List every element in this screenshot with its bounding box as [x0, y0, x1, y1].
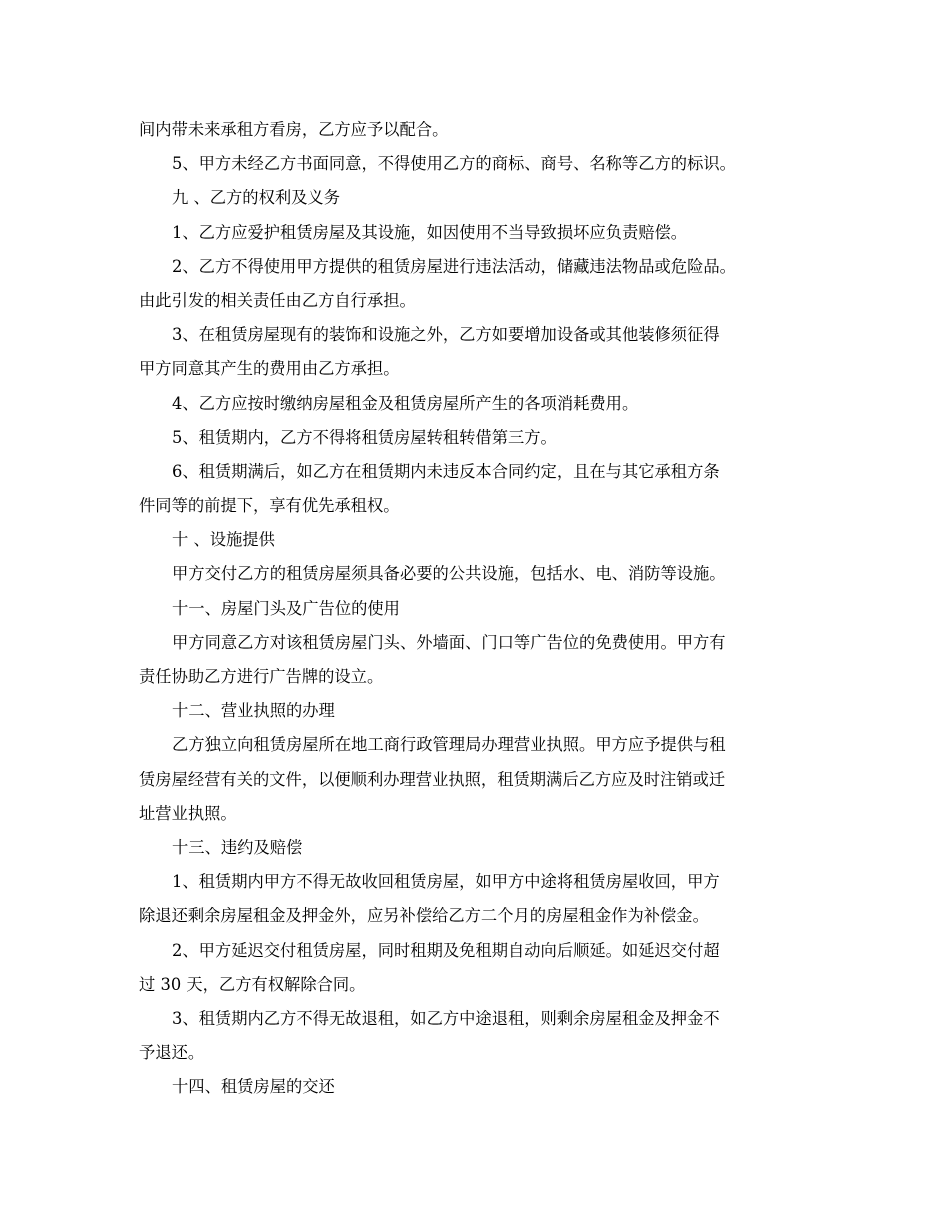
text-line: 过 30 天，乙方有权解除合同。 — [139, 974, 366, 994]
section-heading: 九 、乙方的权利及义务 — [172, 188, 340, 208]
text-line: 3、在租赁房屋现有的装饰和设施之外，乙方如要增加设备或其他装修须征得 — [172, 325, 720, 345]
text-line: 件同等的前提下，享有优先承租权。 — [139, 496, 400, 516]
section-heading: 十 、设施提供 — [172, 530, 275, 550]
text-line: 1、乙方应爱护租赁房屋及其设施，如因使用不当导致损坏应负责赔偿。 — [172, 222, 688, 242]
text-line: 4、乙方应按时缴纳房屋租金及租赁房屋所产生的各项消耗费用。 — [172, 393, 639, 413]
text-line: 乙方独立向租赁房屋所在地工商行政管理局办理营业执照。甲方应予提供与租 — [172, 735, 726, 755]
text-line: 除退还剩余房屋租金及押金外，应另补偿给乙方二个月的房屋租金作为补偿金。 — [139, 906, 709, 926]
section-heading: 十四、租赁房屋的交还 — [172, 1077, 335, 1097]
text-line: 甲方交付乙方的租赁房屋须具备必要的公共设施，包括水、电、消防等设施。 — [172, 564, 726, 584]
section-heading: 十三、违约及赔偿 — [172, 837, 303, 857]
text-line: 甲方同意乙方对该租赁房屋门头、外墙面、门口等广告位的免费使用。甲方有 — [172, 632, 726, 652]
section-heading: 十二、营业执照的办理 — [172, 701, 335, 721]
text-line: 责任协助乙方进行广告牌的设立。 — [139, 667, 384, 686]
text-line: 赁房屋经营有关的文件，以便顺利办理营业执照，租赁期满后乙方应及时注销或迁 — [139, 769, 726, 789]
text-line: 予退还。 — [139, 1043, 205, 1063]
document-body — [139, 113, 815, 1104]
text-line: 3、租赁期内乙方不得无故退租，如乙方中途退租，则剩余房屋租金及押金不 — [172, 1008, 720, 1028]
text-line: 1、租赁期内甲方不得无故收回租赁房屋，如甲方中途将租赁房屋收回，甲方 — [172, 872, 720, 892]
text-line: 5、租赁期内，乙方不得将租赁房屋转租转借第三方。 — [172, 427, 557, 447]
section-heading: 十一、房屋门头及广告位的使用 — [172, 598, 400, 618]
text-line: 间内带未来承租方看房，乙方应予以配合。 — [139, 120, 449, 139]
text-line: 5、甲方未经乙方书面同意，不得使用乙方的商标、商号、名称等乙方的标识。 — [172, 154, 736, 174]
text-line: 由此引发的相关责任由乙方自行承担。 — [139, 290, 416, 310]
text-line: 2、甲方延迟交付租赁房屋，同时租期及免租期自动向后顺延。如延迟交付超 — [172, 940, 720, 960]
text-line: 址营业执照。 — [139, 803, 237, 823]
text-line: 6、租赁期满后，如乙方在租赁期内未违反本合同约定，且在与其它承租方条 — [172, 461, 720, 481]
text-line: 甲方同意其产生的费用由乙方承担。 — [139, 359, 400, 379]
text-line: 2、乙方不得使用甲方提供的租赁房屋进行违法活动，储藏违法物品或危险品。 — [172, 256, 736, 276]
